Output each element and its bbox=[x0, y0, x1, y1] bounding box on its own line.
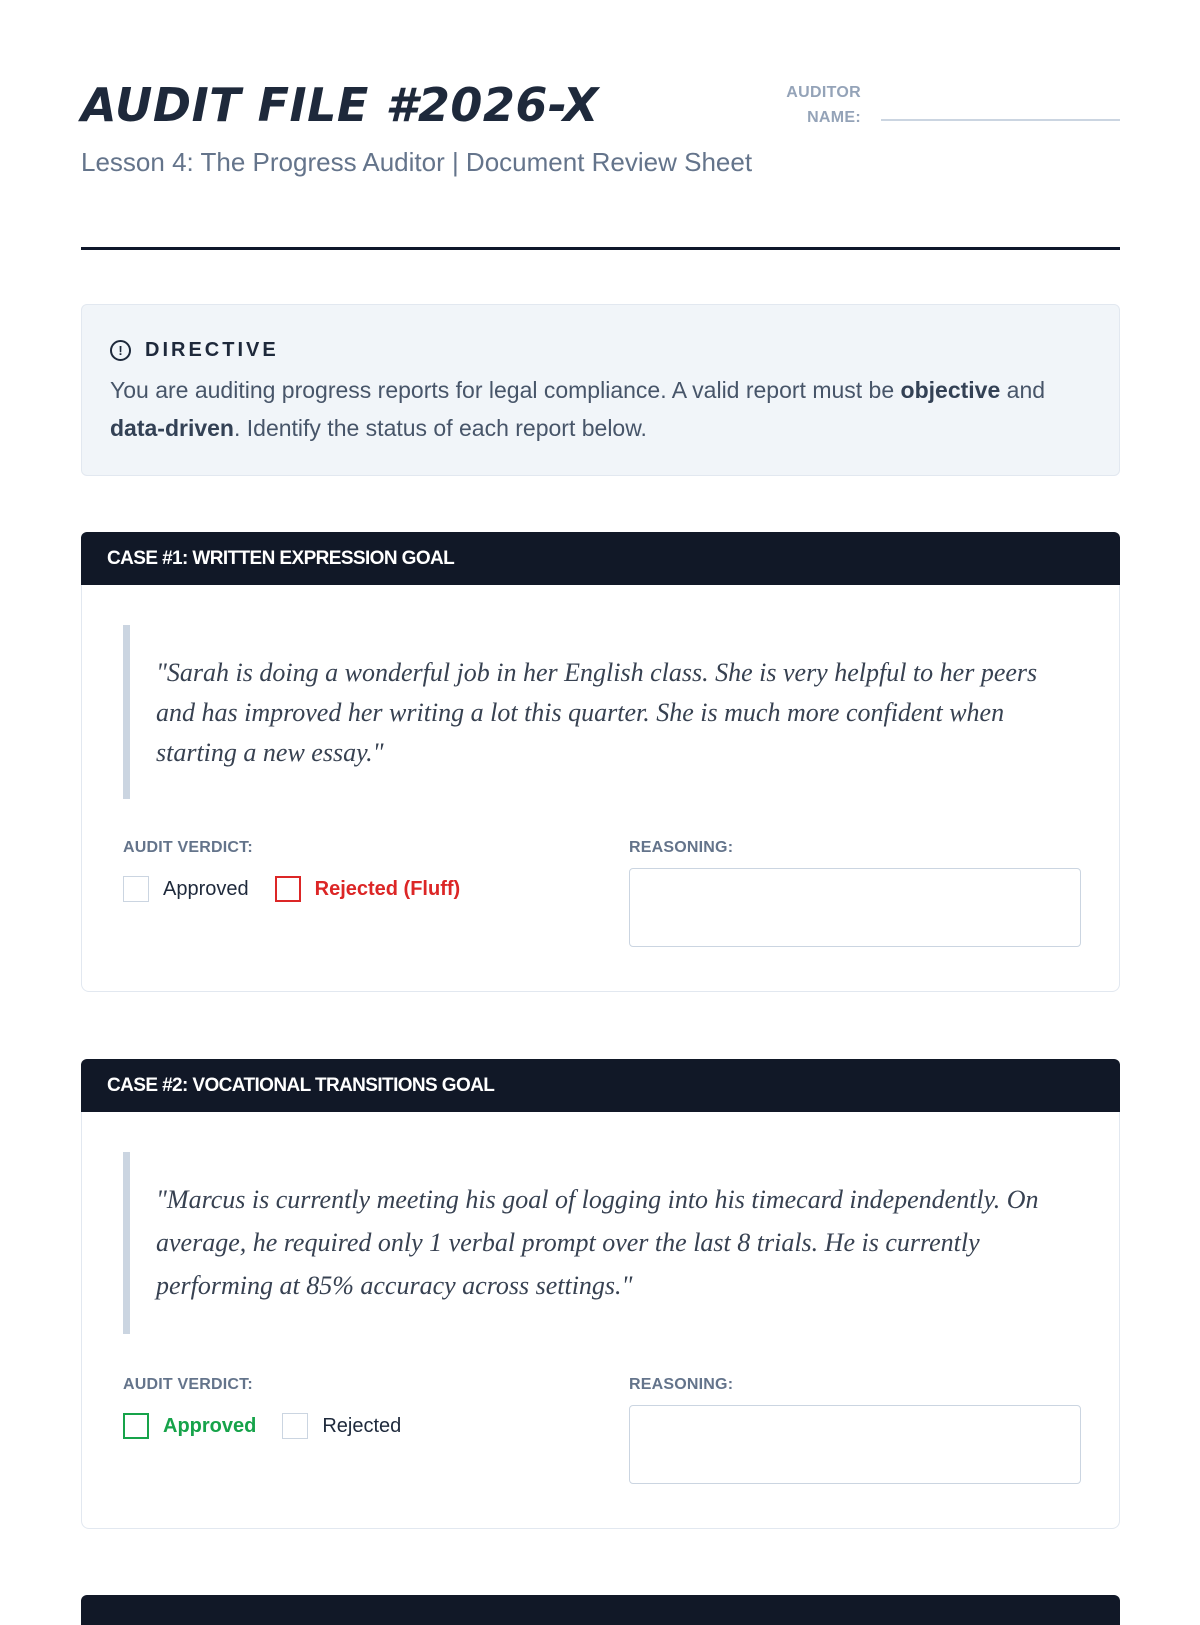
document-page bbox=[81, 0, 1120, 1437]
verdict-options-2 bbox=[123, 1412, 427, 1440]
checkbox-box[interactable] bbox=[123, 1413, 149, 1439]
rejected-checkbox-2[interactable]: Rejected bbox=[282, 1413, 401, 1439]
approved-checkbox-1[interactable]: Approved bbox=[123, 876, 249, 902]
case-card-2 bbox=[81, 1059, 1120, 1529]
case-title-1: CASE #1: WRITTEN EXPRESSION GOAL bbox=[81, 532, 1120, 585]
directive-title: DIRECTIVE bbox=[145, 338, 279, 361]
case-title-2: CASE #2: VOCATIONAL TRANSITIONS GOAL bbox=[81, 1059, 1120, 1112]
reasoning-input-2[interactable] bbox=[629, 1405, 1081, 1484]
audit-verdict-label: AUDIT VERDICT: bbox=[123, 1376, 253, 1393]
case-body-2 bbox=[81, 1112, 1120, 1529]
page-title: AUDIT FILE #2026-X bbox=[81, 78, 599, 132]
verdict-options-1 bbox=[123, 875, 486, 903]
checkbox-box[interactable] bbox=[123, 876, 149, 902]
reasoning-input-1[interactable] bbox=[629, 868, 1081, 947]
rejected-checkbox-1[interactable]: Rejected (Fluff) bbox=[275, 876, 461, 902]
checkbox-box[interactable] bbox=[275, 876, 301, 902]
case-body-1 bbox=[81, 585, 1120, 992]
page-subtitle: Lesson 4: The Progress Auditor | Document Review Sheet bbox=[81, 147, 753, 177]
reasoning-label: REASONING: bbox=[629, 839, 734, 856]
reasoning-label: REASONING: bbox=[629, 1376, 734, 1393]
audit-verdict-label: AUDIT VERDICT: bbox=[123, 839, 253, 856]
approved-checkbox-2[interactable]: Approved bbox=[123, 1413, 256, 1439]
case-quote-1: "Sarah is doing a wonderful job in her English class. She is very helpful to her peers and has improved her writing a lot this quarter. She is much more confident when starting a new essay." bbox=[123, 625, 1043, 799]
directive-text: You are auditing progress reports for legal compliance. A valid report must be objective and data-driven. Identify the status of each report below. bbox=[110, 377, 1046, 441]
directive-panel bbox=[81, 304, 1120, 476]
checkbox-box[interactable] bbox=[282, 1413, 308, 1439]
auditor-name-label: AUDITOR NAME: bbox=[786, 84, 861, 126]
case-card-1 bbox=[81, 532, 1120, 992]
alert-circle-icon: ! bbox=[110, 340, 131, 361]
auditor-name-field[interactable] bbox=[881, 119, 1120, 121]
case-quote-2: "Marcus is currently meeting his goal of logging into his timecard independently. On average, he required only 1 verbal prompt over the last 8 trials. He is currently performing at 85% accuracy across settings." bbox=[123, 1152, 1043, 1334]
page-header bbox=[81, 0, 1120, 250]
